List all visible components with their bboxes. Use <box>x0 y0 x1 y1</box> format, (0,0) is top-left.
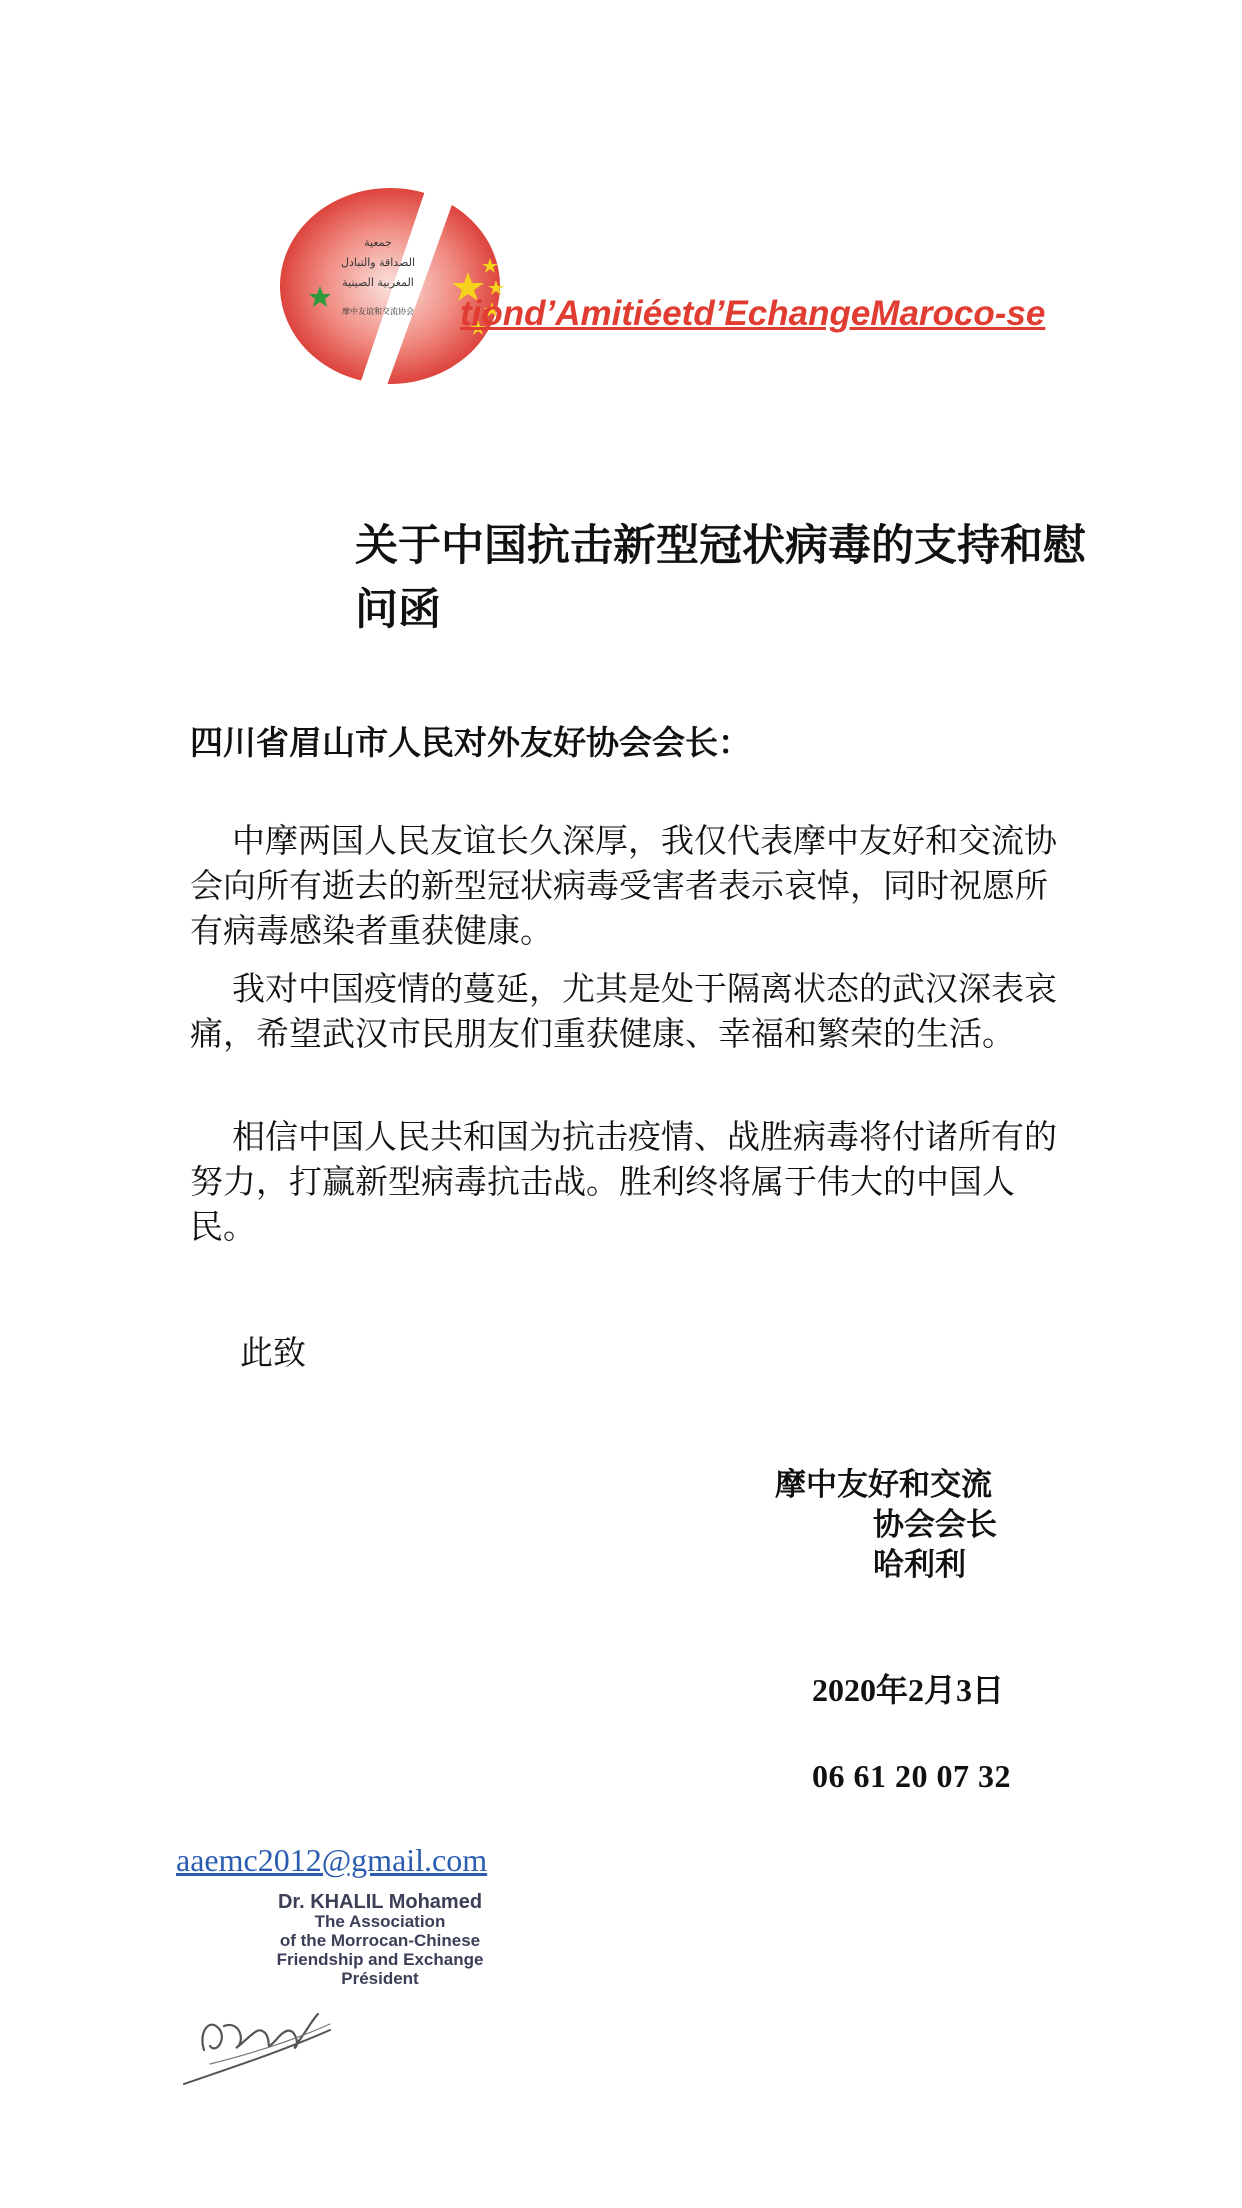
closing-phrase: 此致 <box>240 1333 306 1372</box>
logo-arabic-line-3: المغربية الصينية <box>342 276 414 289</box>
body-paragraph-1: 中摩两国人民友谊长久深厚，我仅代表摩中友好和交流协会向所有逝去的新型冠状病毒受害者表示哀悼，同时祝愿所有病毒感染者重获健康。 <box>190 821 1057 950</box>
body-paragraph-2: 我对中国疫情的蔓延，尤其是处于隔离状态的武汉深表哀痛，希望武汉市民朋友们重获健康、幸福和繁荣的生活。 <box>190 969 1057 1053</box>
stamp-line-1: Dr. KHALIL Mohamed <box>277 1891 483 1913</box>
stamp-line-3: of the Morrocan-Chinese <box>279 1931 481 1950</box>
logo-chinese-text: 摩中友谊和交流协会 <box>342 307 414 316</box>
official-stamp <box>240 1893 520 1988</box>
signer-organization: 摩中友好和交流 <box>775 1467 992 1503</box>
association-logo <box>278 180 508 390</box>
letter-title: 关于中国抗击新型冠状病毒的支持和慰问函 <box>355 521 1086 635</box>
logo-arabic-line-2: الصداقة والتبادل <box>340 256 416 269</box>
signer-title: 协会会长 <box>873 1507 997 1543</box>
email-link[interactable]: aaemc2012@gmail.com <box>176 1842 488 1878</box>
letter-date: 2020年2月3日 <box>812 1672 1005 1708</box>
organization-name-link[interactable]: tiond’Amitiéetd’EchangeMaroco-se <box>460 294 1046 333</box>
logo-arabic-line-1: جمعية <box>364 236 392 249</box>
stamp-line-5: Président <box>341 1969 419 1988</box>
phone-number: 06 61 20 07 32 <box>812 1758 1011 1794</box>
salutation: 四川省眉山市人民对外友好协会会长： <box>190 723 751 762</box>
stamp-line-2: The Association <box>314 1912 446 1931</box>
body-paragraph-3: 相信中国人民共和国为抗击疫情、战胜病毒将付诸所有的努力，打赢新型病毒抗击战。胜利终将属于伟大的中国人民。 <box>190 1117 1057 1246</box>
stamp-line-4: Friendship and Exchange <box>276 1950 484 1969</box>
handwritten-signature <box>180 1980 350 2090</box>
signer-name: 哈利利 <box>873 1547 966 1583</box>
